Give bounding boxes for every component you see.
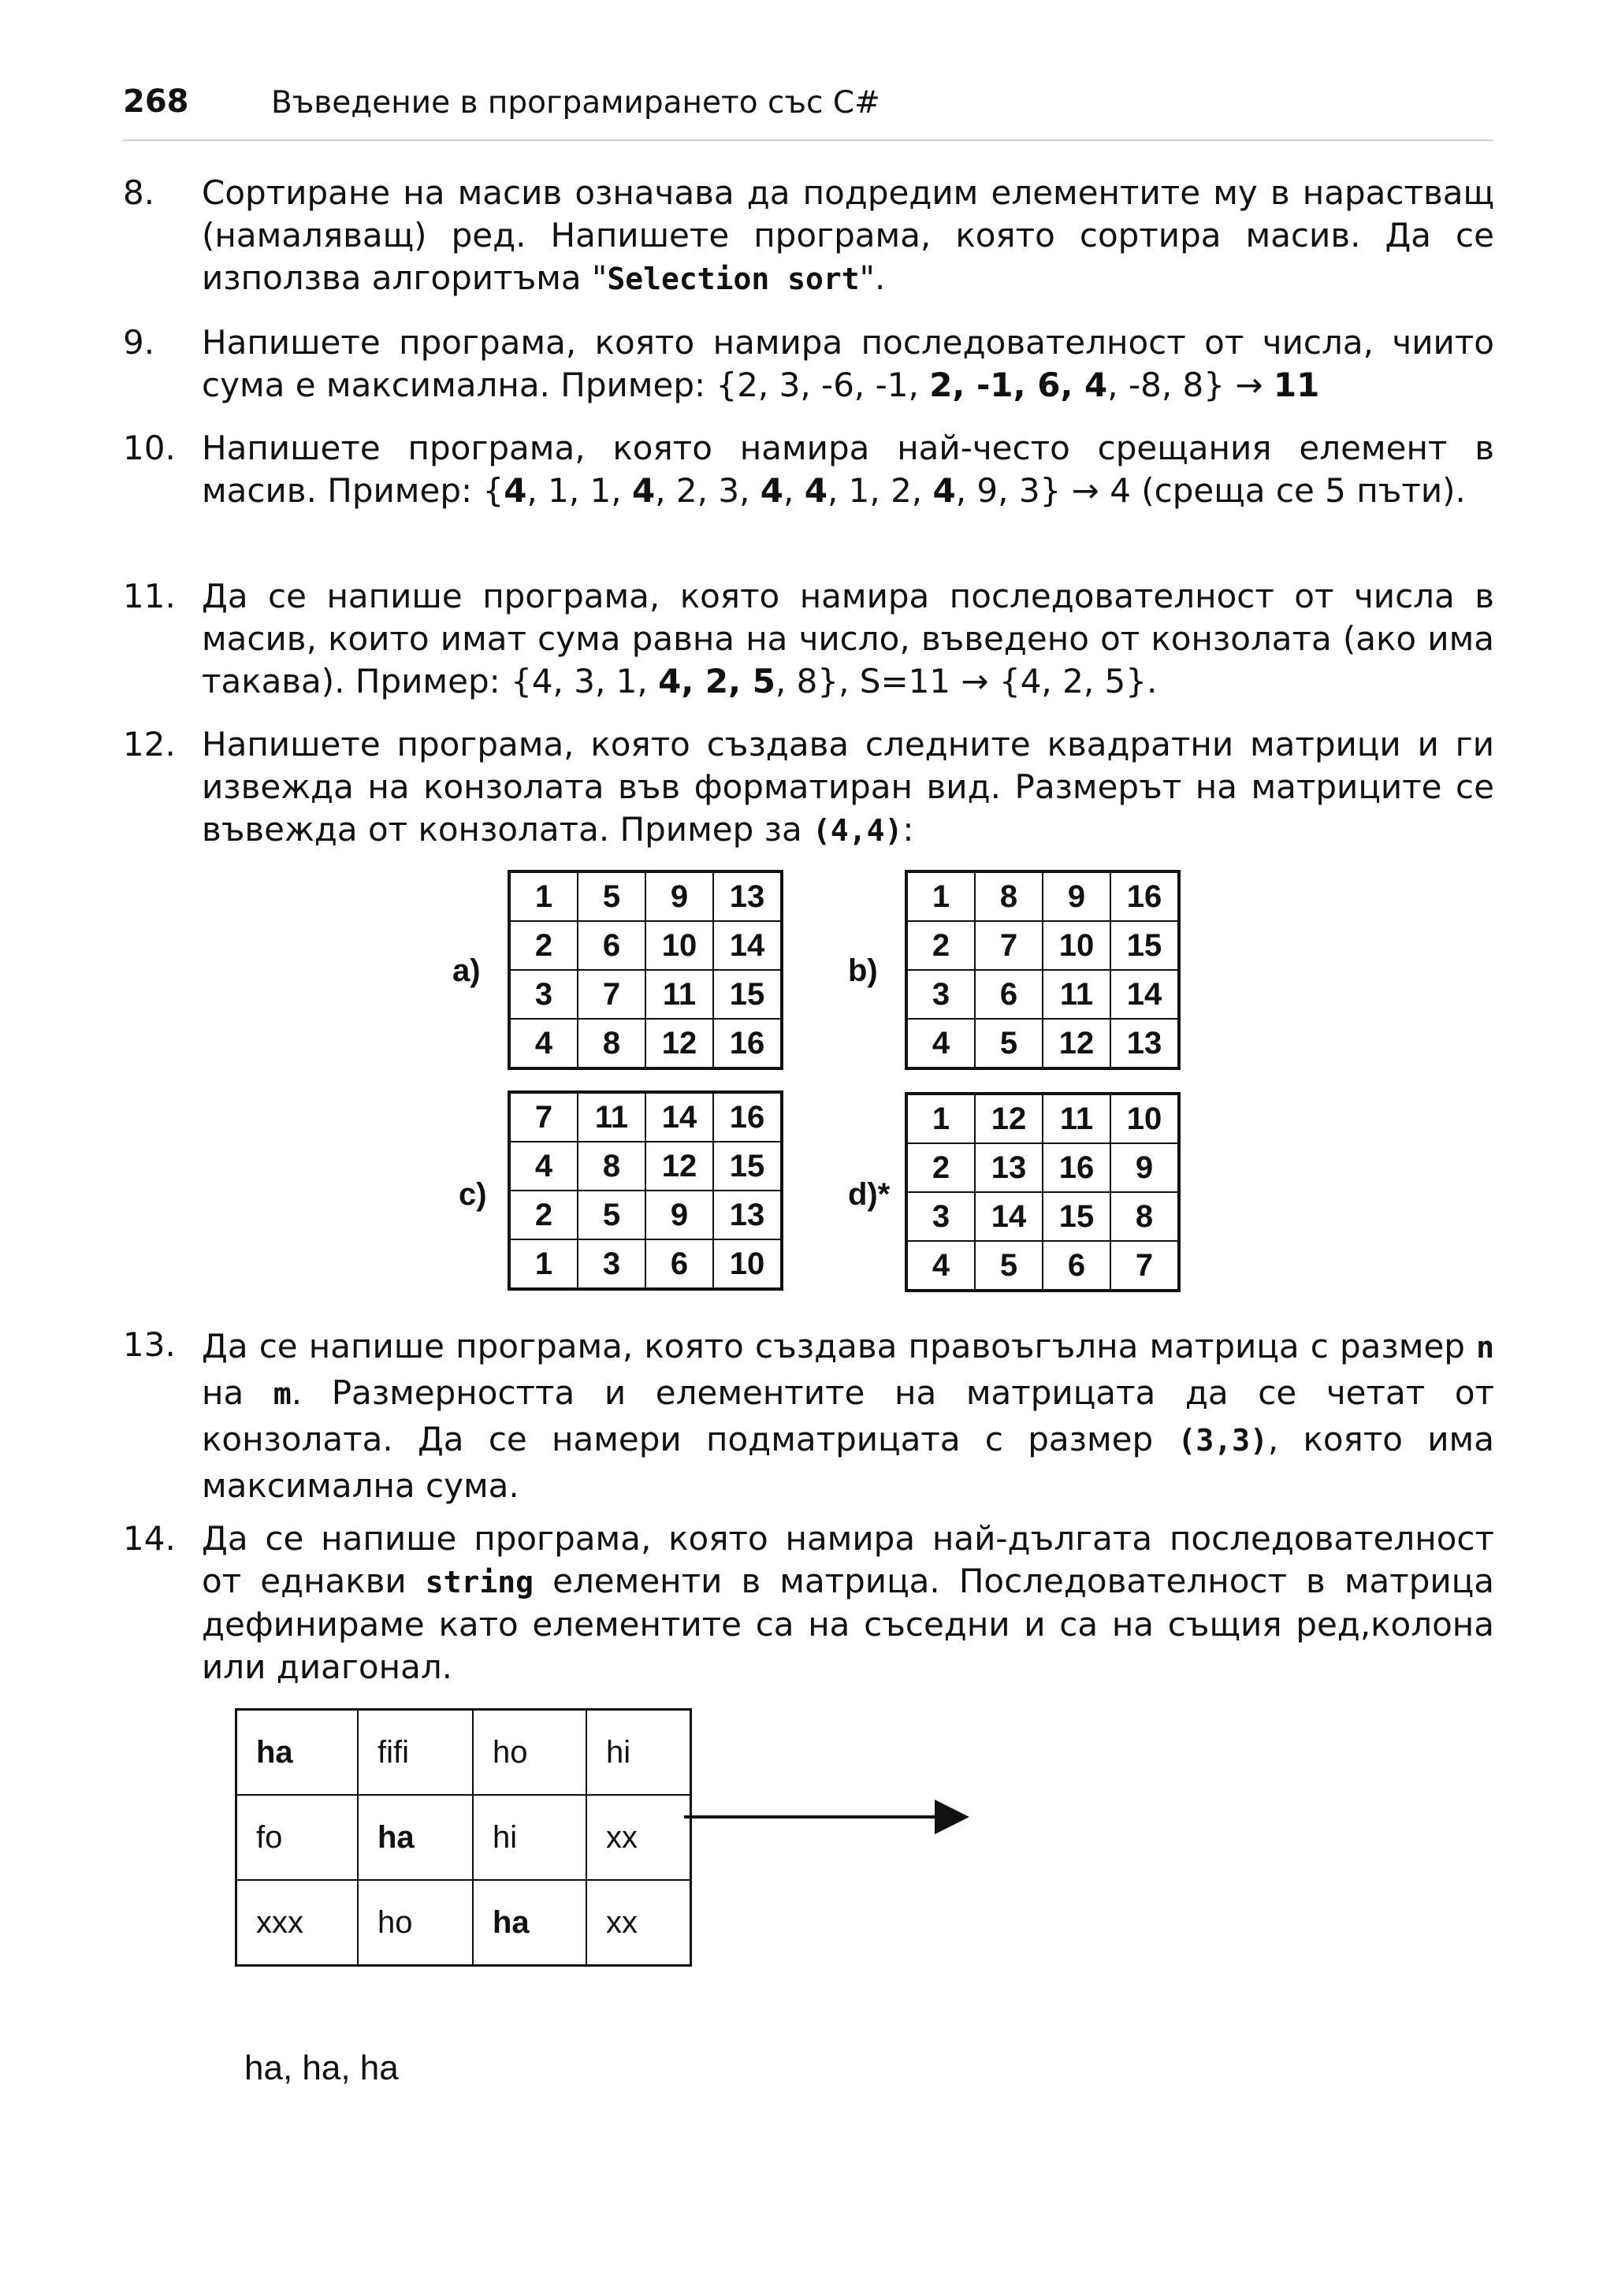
matrix-b: [905, 870, 1181, 1070]
matrix-row: [509, 921, 782, 970]
exercise-number: 11.: [123, 577, 176, 615]
exercise-10: [123, 427, 1494, 512]
matrix-cell: 14: [713, 921, 782, 970]
matrix-a-label: a): [452, 953, 481, 988]
matrix-cell: 1: [906, 871, 975, 921]
matrix-a: [508, 870, 783, 1070]
matrix-cell: 15: [713, 1142, 782, 1191]
string-matrix-cell: ha: [473, 1880, 586, 1966]
matrix-cell: 7: [975, 921, 1043, 970]
string-matrix-cell: ho: [473, 1710, 586, 1796]
matrix-c-label: c): [459, 1177, 487, 1212]
matrix-row: [509, 1092, 782, 1142]
matrix-row: [509, 1142, 782, 1191]
matrix-cell: 1: [509, 871, 578, 921]
matrix-cell: 8: [975, 871, 1043, 921]
matrix-cell: 11: [1043, 970, 1110, 1019]
matrix-c: [508, 1090, 783, 1291]
matrix-cell: 12: [645, 1142, 713, 1191]
matrix-cell: 7: [509, 1092, 578, 1142]
matrix-cell: 12: [645, 1019, 713, 1068]
matrix-cell: 15: [1110, 921, 1179, 970]
string-matrix-cell: fifi: [358, 1710, 473, 1796]
exercise-12: [123, 723, 1494, 852]
result-text: ha, ha, ha: [244, 2049, 399, 2087]
matrix-cell: 12: [975, 1094, 1043, 1143]
matrix-row: [906, 1143, 1179, 1192]
matrix-cell: 16: [713, 1092, 782, 1142]
string-matrix-cell: hi: [586, 1710, 691, 1796]
matrix-cell: 13: [713, 871, 782, 921]
matrix-cell: 2: [509, 1191, 578, 1239]
string-matrix-cell: xxx: [236, 1880, 359, 1966]
arrow-right-icon: [684, 1793, 976, 1841]
matrix-cell: 1: [509, 1239, 578, 1289]
string-matrix-cell: fo: [236, 1795, 359, 1880]
string-matrix-row: [236, 1795, 691, 1880]
inline-code: Selection sort: [607, 262, 860, 296]
matrix-cell: 8: [578, 1142, 645, 1191]
matrix-cell: 4: [509, 1142, 578, 1191]
matrix-cell: 5: [975, 1019, 1043, 1068]
matrix-cell: 16: [1043, 1143, 1110, 1192]
matrix-cell: 14: [645, 1092, 713, 1142]
matrix-row: [509, 970, 782, 1019]
running-title: Въведение в програмирането със C#: [271, 85, 880, 121]
matrix-row: [509, 1239, 782, 1289]
matrix-cell: 6: [645, 1239, 713, 1289]
exercise-number: 8.: [123, 173, 155, 212]
matrix-cell: 2: [906, 921, 975, 970]
matrix-cell: 6: [1043, 1241, 1110, 1291]
string-matrix-cell: ho: [358, 1880, 473, 1966]
exercise-8: [123, 172, 1494, 300]
matrix-b-label: b): [848, 953, 878, 988]
matrix-cell: 10: [645, 921, 713, 970]
string-matrix-cell: xx: [586, 1795, 691, 1880]
matrix-cell: 11: [1043, 1094, 1110, 1143]
inline-code: string: [425, 1565, 534, 1599]
header-divider: [123, 139, 1493, 141]
matrix-cell: 3: [906, 1192, 975, 1241]
exercise-number: 13.: [123, 1325, 176, 1364]
matrix-cell: 13: [713, 1191, 782, 1239]
exercise-9: [123, 321, 1494, 407]
matrix-cell: 9: [1043, 871, 1110, 921]
inline-code: (4,4): [813, 813, 903, 848]
inline-code: n: [1476, 1330, 1494, 1365]
matrix-cell: 7: [1110, 1241, 1179, 1291]
matrix-cell: 3: [906, 970, 975, 1019]
matrix-cell: 9: [1110, 1143, 1179, 1192]
matrix-cell: 11: [645, 970, 713, 1019]
highlighted-result: 11: [1273, 366, 1320, 404]
matrix-cell: 14: [975, 1192, 1043, 1241]
matrix-cell: 1: [906, 1094, 975, 1143]
string-matrix: [235, 1708, 692, 1967]
matrix-row: [509, 1019, 782, 1068]
matrix-cell: 6: [975, 970, 1043, 1019]
exercise-text: Да се напише програма, която създава правоъгълна матрица с размер n на m. Размерността и елементите на матрицата да се четат от конзолата. Да се намери подматрицата с размер (3,3), която има максимална сума.: [202, 1327, 1494, 1505]
matrix-cell: 9: [645, 1191, 713, 1239]
exercise-text: Напишете програма, която намира най-често срещания елемент в масив. Пример: {4, 1, 1, 4, 2, 3, 4, 4, 1, 2, 4, 9, 3} → 4 (среща се 5 пъти).: [202, 429, 1494, 510]
matrix-cell: 16: [1110, 871, 1179, 921]
exercise-number: 12.: [123, 725, 176, 763]
exercise-text: Напишете програма, която създава следните квадратни матрици и ги извежда на конзолата във форматиран вид. Размерът на матриците се въвежда от конзолата. Пример за (4,4):: [202, 725, 1494, 849]
matrix-row: [906, 1192, 1179, 1241]
matrix-cell: 8: [1110, 1192, 1179, 1241]
matrix-cell: 10: [713, 1239, 782, 1289]
exercise-13: [123, 1324, 1494, 1508]
matrix-cell: 14: [1110, 970, 1179, 1019]
string-matrix-row: [236, 1880, 691, 1966]
matrix-cell: 12: [1043, 1019, 1110, 1068]
highlighted-sequence: 4, 2, 5: [658, 662, 775, 700]
exercise-11: [123, 575, 1494, 703]
matrix-cell: 6: [578, 921, 645, 970]
highlighted-sequence: 2, -1, 6, 4: [929, 366, 1108, 404]
exercise-number: 9.: [123, 323, 155, 362]
matrix-cell: 13: [975, 1143, 1043, 1192]
exercise-text: Да се напише програма, която намира най-дългата последователност от еднакви string елементи в матрица. Последователност в матрица дефинираме като елементите са на съседни и са на същия ред,колона или диагонал.: [202, 1519, 1495, 1686]
matrix-row: [906, 1094, 1179, 1143]
inline-code: (3,3): [1177, 1423, 1268, 1458]
matrix-cell: 10: [1110, 1094, 1179, 1143]
matrix-d: [905, 1092, 1181, 1292]
matrix-cell: 4: [906, 1019, 975, 1068]
matrix-d-label: d)*: [848, 1177, 891, 1212]
string-matrix-cell: xx: [586, 1880, 691, 1966]
exercise-number: 14.: [123, 1519, 176, 1558]
matrix-cell: 16: [713, 1019, 782, 1068]
exercise-14: [123, 1518, 1494, 1689]
string-matrix-cell: ha: [236, 1710, 359, 1796]
exercise-text: Напишете програма, която намира последователност от числа, чиито сума е максимална. Пример: {2, 3, -6, -1, 2, -1, 6, 4, -8, 8} → 11: [202, 323, 1494, 404]
matrix-row: [906, 1019, 1179, 1068]
matrix-cell: 5: [975, 1241, 1043, 1291]
matrix-cell: 4: [509, 1019, 578, 1068]
exercise-text: Да се напише програма, която намира последователност от числа в масив, които имат сума равна на число, въведено от конзолата (ако има такава). Пример: {4, 3, 1, 4, 2, 5, 8}, S=11 → {4, 2, 5}.: [202, 577, 1494, 700]
matrix-cell: 8: [578, 1019, 645, 1068]
matrix-cell: 5: [578, 871, 645, 921]
matrix-cell: 15: [1043, 1192, 1110, 1241]
matrix-cell: 10: [1043, 921, 1110, 970]
matrix-row: [906, 1241, 1179, 1291]
matrix-cell: 3: [578, 1239, 645, 1289]
string-matrix-row: [236, 1710, 691, 1796]
matrix-cell: 5: [578, 1191, 645, 1239]
string-matrix-cell: ha: [358, 1795, 473, 1880]
inline-code: m: [273, 1376, 292, 1411]
matrix-row: [509, 1191, 782, 1239]
matrix-cell: 7: [578, 970, 645, 1019]
matrix-cell: 2: [509, 921, 578, 970]
matrix-cell: 13: [1110, 1019, 1179, 1068]
exercise-number: 10.: [123, 429, 176, 467]
page-number: 268: [123, 84, 189, 120]
exercise-text: Сортиране на масив означава да подредим елементите му в нарастващ (намаляващ) ред. Напишете програма, която сортира масив. Да се използва алгоритъма "Selection sort".: [202, 173, 1494, 297]
matrix-cell: 4: [906, 1241, 975, 1291]
string-matrix-cell: hi: [473, 1795, 586, 1880]
matrix-cell: 2: [906, 1143, 975, 1192]
matrix-cell: 15: [713, 970, 782, 1019]
matrix-row: [906, 921, 1179, 970]
matrix-cell: 9: [645, 871, 713, 921]
matrix-row: [906, 871, 1179, 921]
matrix-cell: 3: [509, 970, 578, 1019]
matrix-cell: 11: [578, 1092, 645, 1142]
matrix-row: [509, 871, 782, 921]
matrix-row: [906, 970, 1179, 1019]
